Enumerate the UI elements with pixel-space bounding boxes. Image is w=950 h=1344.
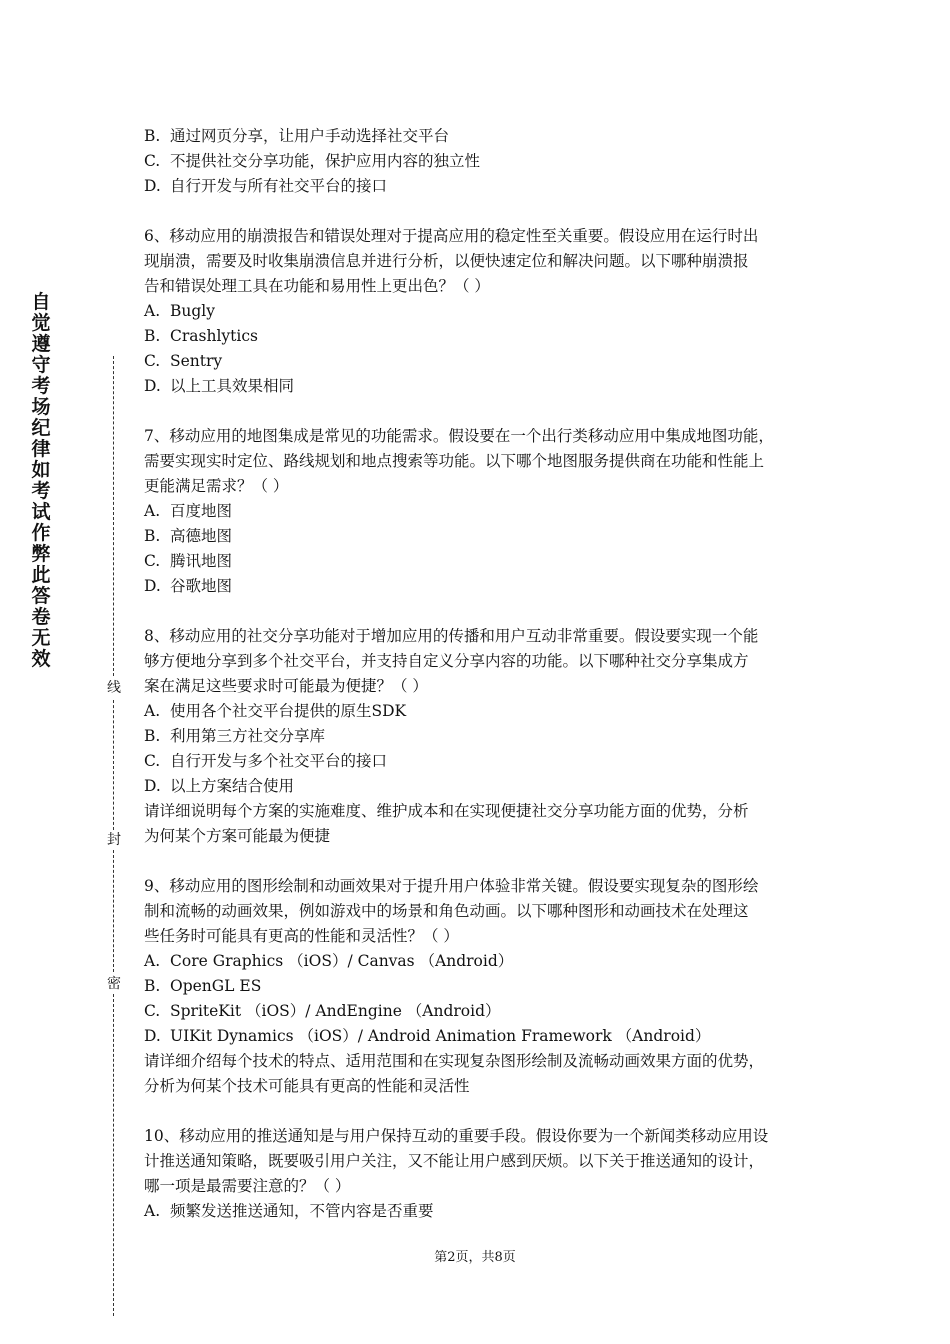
option-a: A. Core Graphics （iOS）/ Canvas （Android） <box>144 952 514 970</box>
option-c: C. SpriteKit （iOS）/ AndEngine （Android） <box>144 1002 501 1020</box>
question-stem-line: 哪一项是最需要注意的？（ ） <box>144 1177 351 1195</box>
question-content <box>144 124 824 1224</box>
question-stem-line: 现崩溃，需要及时收集崩溃信息并进行分析，以便快速定位和解决问题。以下哪种崩溃报 <box>144 252 749 270</box>
question-stem-line: 计推送通知策略，既要吸引用户关注，又不能让用户感到厌烦。以下关于推送通知的设计， <box>144 1152 765 1170</box>
option-a: A. 频繁发送推送通知，不管内容是否重要 <box>144 1202 434 1220</box>
question-requirement-line: 分析为何某个技术可能具有更高的性能和灵活性 <box>144 1077 470 1095</box>
question-stem-line: 10、移动应用的推送通知是与用户保持互动的重要手段。假设你要为一个新闻类移动应用设 <box>144 1127 769 1145</box>
binding-dashed-line <box>113 356 114 676</box>
question-5-options <box>144 124 824 199</box>
binding-dashed-line <box>113 994 114 1316</box>
question-requirement-line: 为何某个方案可能最为便捷 <box>144 827 331 845</box>
option-c: C. 自行开发与多个社交平台的接口 <box>144 752 388 770</box>
question-9 <box>144 874 824 1099</box>
option-c: C. Sentry <box>144 352 223 370</box>
option-b: B. OpenGL ES <box>144 977 262 995</box>
question-8 <box>144 624 824 849</box>
question-stem-line: 8、移动应用的社交分享功能对于增加应用的传播和用户互动非常重要。假设要实现一个能 <box>144 627 759 645</box>
option-a: A. Bugly <box>144 302 216 320</box>
question-stem-line: 6、移动应用的崩溃报告和错误处理对于提高应用的稳定性至关重要。假设应用在运行时出 <box>144 227 759 245</box>
question-stem-line: 9、移动应用的图形绘制和动画效果对于提升用户体验非常关键。假设要实现复杂的图形绘 <box>144 877 759 895</box>
page-number-footer: 第2页，共8页 <box>434 1250 516 1265</box>
option-b: B. Crashlytics <box>144 327 258 345</box>
binding-dashed-line <box>113 850 114 972</box>
option-b: B. 高德地图 <box>144 527 233 545</box>
option-d: D. 以上工具效果相同 <box>144 377 295 395</box>
option-b: B. 利用第三方社交分享库 <box>144 727 326 745</box>
option-d: D. 以上方案结合使用 <box>144 777 295 795</box>
question-stem-line: 案在满足这些要求时可能最为便捷？（ ） <box>144 677 428 695</box>
question-stem-line: 告和错误处理工具在功能和易用性上更出色？（ ） <box>144 277 490 295</box>
option-c: C. 不提供社交分享功能，保护应用内容的独立性 <box>144 152 481 170</box>
option-d: D. 谷歌地图 <box>144 577 233 595</box>
binding-dashed-line <box>113 700 114 830</box>
question-requirement-line: 请详细说明每个方案的实施难度、维护成本和在实现便捷社交分享功能方面的优势，分析 <box>144 802 749 820</box>
option-a: A. 使用各个社交平台提供的原生SDK <box>144 702 407 720</box>
question-stem-line: 够方便地分享到多个社交平台，并支持自定义分享内容的功能。以下哪种社交分享集成方 <box>144 652 749 670</box>
option-d: D. UIKit Dynamics （iOS）/ Android Animation Framework （Android） <box>144 1027 711 1045</box>
seal-char-seal: 封 <box>107 832 121 848</box>
exam-discipline-notice: 自觉遵守考场纪律如考试作弊此答卷无效 <box>31 291 51 670</box>
question-7 <box>144 424 824 599</box>
question-6 <box>144 224 824 399</box>
option-d: D. 自行开发与所有社交平台的接口 <box>144 177 388 195</box>
question-stem-line: 制和流畅的动画效果，例如游戏中的场景和角色动画。以下哪种图形和动画技术在处理这 <box>144 902 749 920</box>
option-a: A. 百度地图 <box>144 502 233 520</box>
question-stem-line: 需要实现实时定位、路线规划和地点搜索等功能。以下哪个地图服务提供商在功能和性能上 <box>144 452 765 470</box>
question-requirement-line: 请详细介绍每个技术的特点、适用范围和在实现复杂图形绘制及流畅动画效果方面的优势， <box>144 1052 765 1070</box>
seal-char-line: 线 <box>107 680 121 696</box>
option-b: B. 通过网页分享，让用户手动选择社交平台 <box>144 127 450 145</box>
option-c: C. 腾讯地图 <box>144 552 233 570</box>
question-stem-line: 更能满足需求？（ ） <box>144 477 289 495</box>
question-stem-line: 7、移动应用的地图集成是常见的功能需求。假设要在一个出行类移动应用中集成地图功能， <box>144 427 774 445</box>
question-stem-line: 些任务时可能具有更高的性能和灵活性？（ ） <box>144 927 459 945</box>
seal-char-secret: 密 <box>107 976 121 992</box>
question-10 <box>144 1124 824 1224</box>
